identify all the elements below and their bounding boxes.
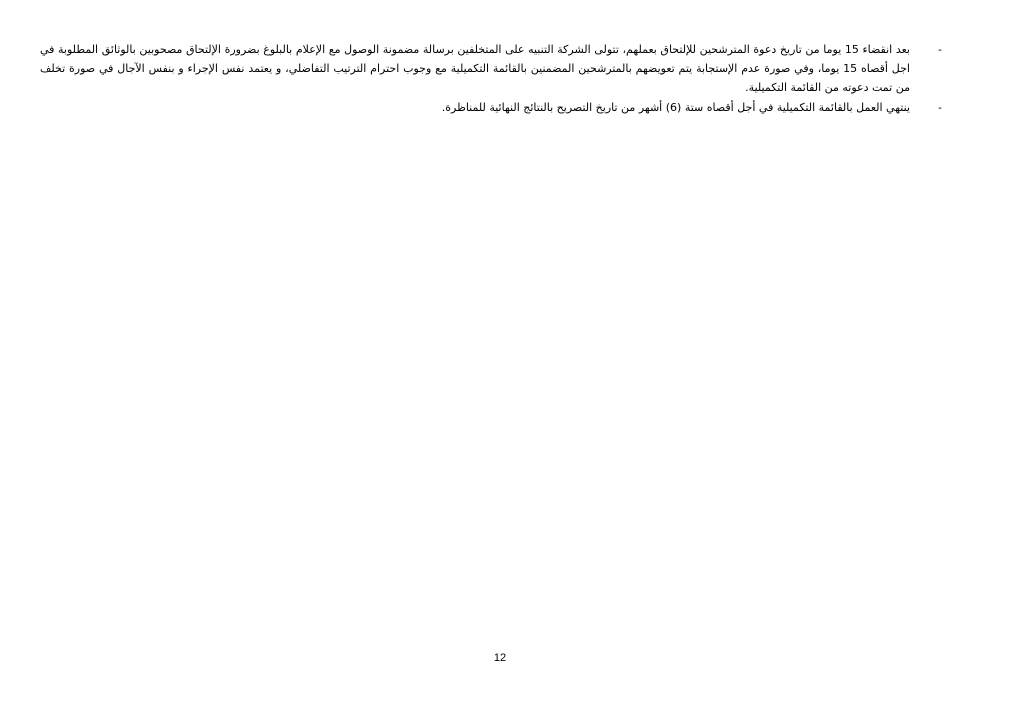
list-item [40, 40, 942, 97]
list-item [40, 98, 942, 117]
paragraph-text: بعد انقضاء 15 يوما من تاريخ دعوة المترشحين للإلتحاق بعملهم، تتولى الشركة التنبيه على المتخلفين برسالة مضمونة الوصول مع الإعلام بالبلوغ بضرورة الإلتحاق مصحوبين بالوثائق المطلوبة في اجل أقصاه 15 يوما، وفي صورة عدم الإستجابة يتم تعويضهم بالمترشحين المضمنين بالقائمة التكميلية مع وجوب احترام الترتيب التفاضلي، و يعتمد نفس الإجراء و بنفس الآجال في صورة تخلف من تمت دعوته من القائمة التكميلية. [40, 43, 910, 94]
paragraph-text: ينتهي العمل بالقائمة التكميلية في أجل أقصاه ستة (6) أشهر من تاريخ التصريح بالنتائج النهائية للمناظرة. [441, 101, 910, 114]
bullet-marker: - [938, 101, 942, 114]
bullet-marker: - [938, 43, 942, 56]
page-number: 12 [493, 652, 507, 664]
bullet-list [40, 40, 942, 117]
